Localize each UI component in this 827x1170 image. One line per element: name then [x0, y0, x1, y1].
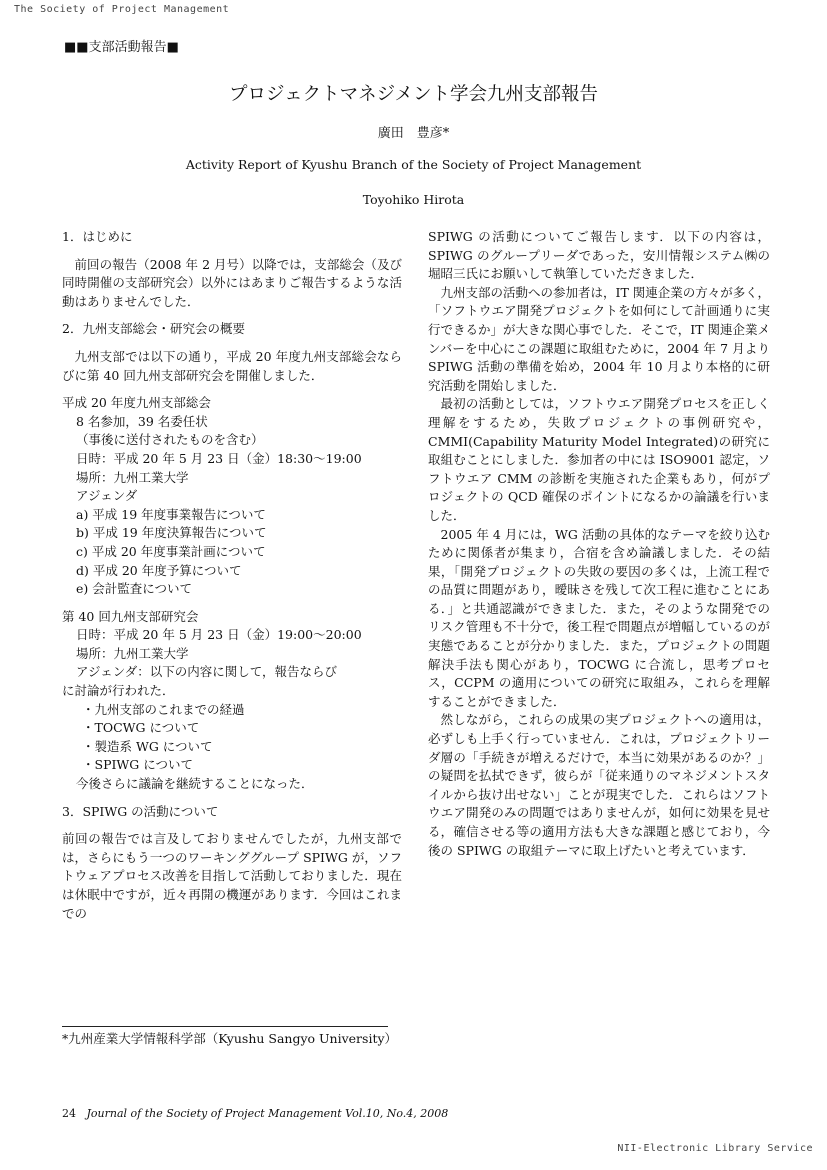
meeting-1-attendance: 8 名参加，39 名委任状	[76, 413, 208, 429]
section-1-paragraph: 前回の報告（2008 年 2 月号）以降では，支部総会（及び同時開催の支部研究会）以外にはあまりご報告するような活動はありませんでした．	[62, 256, 402, 309]
author-name-en: Toyohiko Hirota	[362, 192, 465, 207]
meeting-1-place: 場所：九州工業大学	[76, 469, 189, 485]
body-paragraph: SPIWG の活動についてご報告します．以下の内容は，SPIWG のグループリーダであった，安川情報システム㈱の堀昭三氏にお願いして執筆していただきました．	[428, 229, 770, 282]
meeting-1-date: 日時：平成 20 年 5 月 23 日（金）18:30〜19:00	[76, 450, 362, 466]
agenda-item: a) 平成 19 年度事業報告について	[76, 506, 266, 522]
body-paragraph: 最初の活動としては，ソフトウエア開発プロセスを正しく理解をするため，失敗プロジェクトの事例研究や，CMMI(Capability Maturity Model Integrated)の研究に取組むことにしました．参加者の中には ISO9001 認定，ソフトウエア CMM の診断を実施された企業もあり，何がプロジェクトの QCD 確保のポイントになるかの論議を行いました．	[428, 396, 770, 523]
section-1-heading: 1．はじめに	[62, 229, 133, 244]
left-column	[62, 228, 402, 923]
agenda-item: b) 平成 19 年度決算報告について	[76, 525, 267, 541]
topic-item: ・TOCWG について	[82, 720, 200, 736]
section-3-paragraph: 前回の報告では言及しておりませんでしたが，九州支部では，さらにもう一つのワーキンググループ SPIWG が，ソフトウェアプロセス改善を目指して活動しておりました．現在は休眠中ですが，近々再開の機運があります．今回はこれまでの	[62, 831, 402, 921]
body-paragraph: 2005 年 4 月には，WG 活動の具体的なテーマを絞り込むために関係者が集まり，合宿を含め論議しました．その結果，「開発プロジェクトの失敗の要因の多くは，上流工程での品質に問題があり，曖昧さを残して次工程に進むことにある．」と共通認識ができました．また，そのような開発でのリスク管理も不十分で，後工程で問題点が増幅しているのが実態であることが分かりました．また，プロジェクトの問題解決手法も関心があり，TOCWG に合流し，思考プロセス，CCPM の適用についての研究に取組み，これらを理解することができました．	[428, 526, 770, 709]
meeting-2-agenda-line-2: に討論が行われた．	[62, 683, 175, 699]
topic-item: ・九州支部のこれまでの経過	[82, 701, 245, 717]
article-title-ja: プロジェクトマネジメント学会九州支部報告	[228, 84, 599, 105]
footnote-divider	[62, 1026, 388, 1027]
journal-citation: Journal of the Society of Project Management Vol.10, No.4, 2008	[86, 1107, 449, 1120]
agenda-item: e) 会計監査について	[76, 581, 192, 597]
topic-item: ・製造系 WG について	[82, 738, 213, 754]
journal-footer	[62, 1107, 448, 1120]
meeting-2-place: 場所：九州工業大学	[76, 645, 189, 661]
article-title-en: Activity Report of Kyushu Branch of the Society of Project Management	[185, 157, 642, 172]
right-column	[428, 228, 770, 860]
page-number: 24	[62, 1107, 76, 1120]
meeting-2-title: 第 40 回九州支部研究会	[62, 608, 199, 624]
body-paragraph: 九州支部の活動への参加者は，IT 関連企業の方々が多く，「ソフトウエア開発プロジェクトを如何にして計画通りに実行できるか」が大きな関心事でした．そこで，IT 関連企業メンバーを中心にこの課題に取組むために，2004 年 7 月より SPIWG 活動の準備を始め，2004 年 10 月より本格的に研究活動を開始しました．	[428, 284, 770, 393]
meeting-2-agenda-line-1: アジェンダ：以下の内容に関して，報告ならび	[76, 664, 338, 680]
meeting-1-agenda-label: アジェンダ	[76, 488, 138, 504]
body-paragraph: 然しながら，これらの成果の実プロジェクトへの適用は，必ずしも上手く行っていません．これは，プロジェクトリーダ層の「手続きが増えるだけで，本当に効果があるのか？」の疑問を払拭できず，彼らが「従来通りのマネジメントスタイルから抜け出せない」ことが現実でした．これらはソフトウエア開発のみの問題ではありませんが，如何に効果を見せる，確信させる等の適用方法も大きな課題と感じており，今後の SPIWG の取組テーマに取上げたいと考えています．	[428, 712, 770, 858]
topic-item: ・SPIWG について	[82, 757, 193, 773]
meeting-2-date: 日時：平成 20 年 5 月 23 日（金）19:00〜20:00	[76, 627, 362, 643]
agenda-item: c) 平成 20 年度事業計画について	[76, 543, 266, 559]
library-service-footer: NII-Electronic Library Service	[617, 1143, 813, 1154]
section-2-paragraph: 九州支部では以下の通り，平成 20 年度九州支部総会ならびに第 40 回九州支部研究会を開催しました．	[62, 348, 402, 383]
agenda-item: d) 平成 20 年度予算について	[76, 562, 242, 578]
running-header-society: The Society of Project Management	[14, 4, 230, 15]
author-affiliation-footnote: *九州産業大学情報科学部（Kyushu Sangyo University）	[62, 1031, 398, 1046]
section-tag: ■■支部活動報告■	[64, 40, 179, 55]
meeting-2-closing: 今後さらに議論を継続することになった．	[76, 776, 314, 792]
section-3-heading: 3．SPIWG の活動について	[62, 803, 219, 819]
meeting-1-title: 平成 20 年度九州支部総会	[62, 395, 211, 411]
meeting-1-note: （事後に送付されたものを含む）	[76, 432, 264, 448]
section-2-heading: 2．九州支部総会・研究会の概要	[62, 321, 245, 337]
author-name-ja: 廣田 豊彦*	[377, 126, 450, 141]
